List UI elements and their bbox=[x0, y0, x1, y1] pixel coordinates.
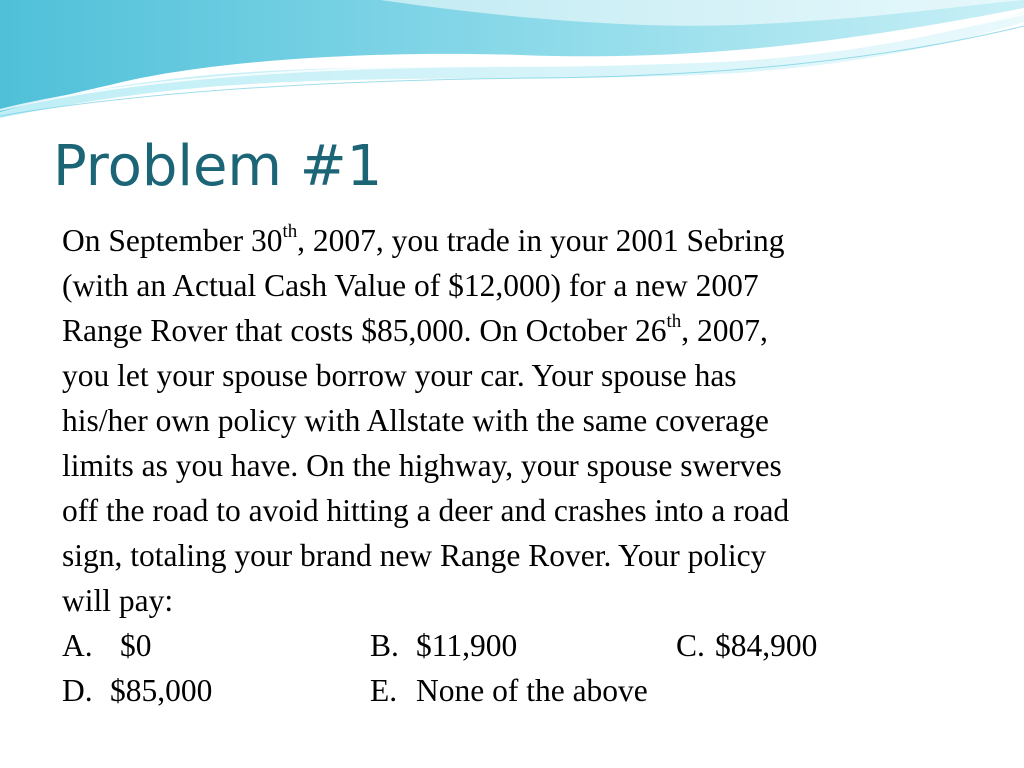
problem-line: limits as you have. On the highway, your spouse swerves bbox=[62, 448, 782, 483]
answer-row bbox=[62, 623, 962, 668]
option-letter: E. bbox=[370, 673, 398, 708]
problem-line: (with an Actual Cash Value of $12,000) for a new 2007 bbox=[62, 268, 759, 303]
problem-text bbox=[62, 218, 922, 623]
problem-line bbox=[62, 218, 922, 263]
text-run: On September 30 bbox=[62, 223, 283, 258]
option-letter: C. bbox=[676, 628, 705, 663]
text-run: , 2007, bbox=[681, 313, 768, 348]
option-value: $84,900 bbox=[715, 628, 818, 663]
text-run: Range Rover that costs $85,000. On October 26 bbox=[62, 313, 667, 348]
answer-choices bbox=[62, 623, 962, 713]
option-value: $11,900 bbox=[416, 628, 518, 663]
answer-row bbox=[62, 668, 962, 713]
answer-option-a bbox=[62, 623, 152, 668]
problem-line bbox=[62, 308, 922, 353]
problem-line: will pay: bbox=[62, 583, 174, 618]
text-run: , 2007, you trade in your 2001 Sebring bbox=[297, 223, 785, 258]
option-letter: A. bbox=[62, 628, 93, 663]
ordinal-superscript: th bbox=[666, 310, 682, 332]
option-letter: B. bbox=[370, 628, 399, 663]
ordinal-superscript: th bbox=[282, 220, 298, 242]
slide-title: Problem #1 bbox=[53, 134, 383, 199]
answer-option-c bbox=[676, 623, 817, 668]
answer-option-b bbox=[370, 623, 517, 668]
problem-line: his/her own policy with Allstate with the same coverage bbox=[62, 403, 769, 438]
problem-line: sign, totaling your brand new Range Rover. Your policy bbox=[62, 538, 767, 573]
problem-line: you let your spouse borrow your car. Your spouse has bbox=[62, 358, 737, 393]
option-letter: D. bbox=[62, 673, 93, 708]
option-value: $0 bbox=[120, 628, 152, 663]
answer-option-e bbox=[370, 668, 648, 713]
answer-option-d bbox=[62, 668, 212, 713]
option-value: None of the above bbox=[416, 673, 648, 708]
problem-line: off the road to avoid hitting a deer and crashes into a road bbox=[62, 493, 790, 528]
header-wave-decoration bbox=[0, 0, 1024, 120]
option-value: $85,000 bbox=[110, 673, 213, 708]
